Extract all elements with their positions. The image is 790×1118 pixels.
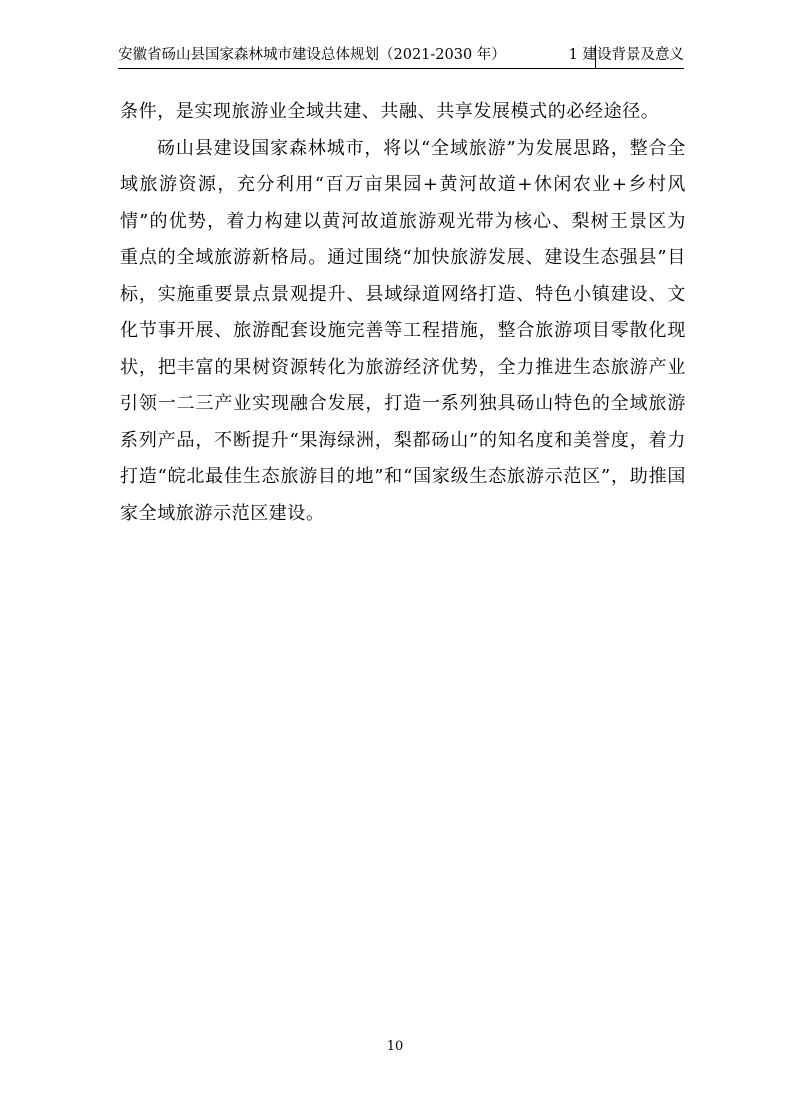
page-number: 10 — [386, 1039, 404, 1054]
header-section: 1 建设背景及意义 — [568, 47, 684, 63]
header-title: 安徽省砀山县国家森林城市建设总体规划（2021-2030 年） — [118, 47, 506, 63]
body-text — [120, 94, 686, 532]
paragraph-forest-city-tourism: 砀山县建设国家森林城市，将以“全域旅游”为发展思路，整合全域旅游资源，充分利用“百万亩果园+黄河故道+休闲农业+乡村风情”的优势，着力构建以黄河故道旅游观光带为核心、梨树王景区为重点的全域旅游新格局。通过围绕“加快旅游发展、建设生态强县”目标，实施重要景点景观提升、县域绿道网络打造、特色小镇建设、文化节事开展、旅游配套设施完善等工程措施，整合旅游项目零散化现状，把丰富的果树资源转化为旅游经济优势，全力推进生态旅游产业引领一二三产业实现融合发展，打造一系列独具砀山特色的全域旅游系列产品，不断提升“果海绿洲，梨都砀山”的知名度和美誉度，着力打造“皖北最佳生态旅游目的地”和“国家级生态旅游示范区”，助推国家全域旅游示范区建设。 — [120, 137, 686, 524]
paragraph-continuation: 条件，是实现旅游业全域共建、共融、共享发展模式的必经途径。 — [120, 101, 660, 122]
page-header — [118, 42, 684, 69]
